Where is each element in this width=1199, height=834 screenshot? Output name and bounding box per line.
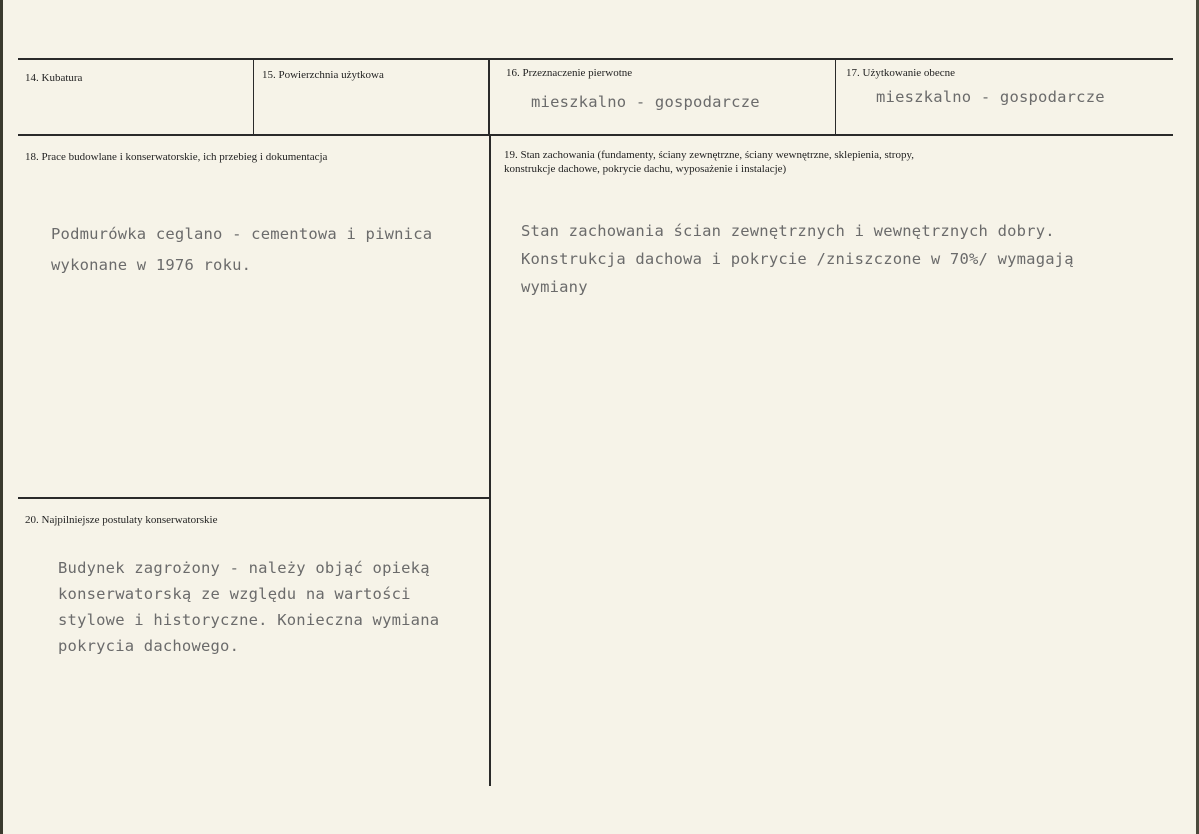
row1-bottom-rule	[18, 134, 1173, 136]
postulaty-line-2: konserwatorską ze względu na wartości	[58, 585, 411, 603]
powierzchnia-label: 15. Powierzchnia użytkowa	[262, 69, 384, 81]
top-rule	[18, 58, 1173, 60]
stan-line-2: Konstrukcja dachowa i pokrycie /zniszczone w 70%/ wymagają	[521, 250, 1074, 268]
postulaty-line-3: stylowe i historyczne. Konieczna wymiana	[58, 611, 440, 629]
stan-zachowania-label-line-2: konstrukcje dachowe, pokrycie dachu, wyposażenie i instalacje)	[504, 163, 787, 175]
uzytkowanie-value: mieszkalno - gospodarcze	[876, 88, 1105, 106]
col-divider-1	[253, 60, 254, 135]
section20-top-rule	[18, 497, 489, 499]
main-divider	[489, 136, 491, 786]
przeznaczenie-label: 16. Przeznaczenie pierwotne	[506, 67, 633, 79]
prace-line-1: Podmurówka ceglano - cementowa i piwnica	[51, 225, 433, 243]
stan-zachowania-text	[521, 217, 1074, 301]
stan-zachowania-label-line-1: 19. Stan zachowania (fundamenty, ściany zewnętrzne, ściany wewnętrzne, sklepienia, stropy,	[504, 149, 915, 161]
scan-edge-left	[0, 0, 3, 834]
prace-budowlane-label: 18. Prace budowlane i konserwatorskie, ich przebieg i dokumentacja	[25, 151, 328, 163]
stan-line-3: wymiany	[521, 278, 588, 296]
stan-line-1: Stan zachowania ścian zewnętrznych i wewnętrznych dobry.	[521, 222, 1055, 240]
prace-line-2: wykonane w 1976 roku.	[51, 256, 252, 274]
postulaty-label: 20. Najpilniejsze postulaty konserwatorskie	[25, 514, 218, 526]
postulaty-line-4: pokrycia dachowego.	[58, 637, 240, 655]
col-divider-2	[488, 60, 490, 135]
prace-budowlane-text	[51, 221, 432, 278]
kubatura-label: 14. Kubatura	[25, 72, 83, 84]
postulaty-text	[58, 555, 439, 659]
przeznaczenie-value: mieszkalno - gospodarcze	[531, 93, 760, 111]
postulaty-line-1: Budynek zagrożony - należy objąć opieką	[58, 559, 430, 577]
uzytkowanie-label: 17. Użytkowanie obecne	[846, 67, 956, 79]
col-divider-3	[835, 60, 836, 135]
